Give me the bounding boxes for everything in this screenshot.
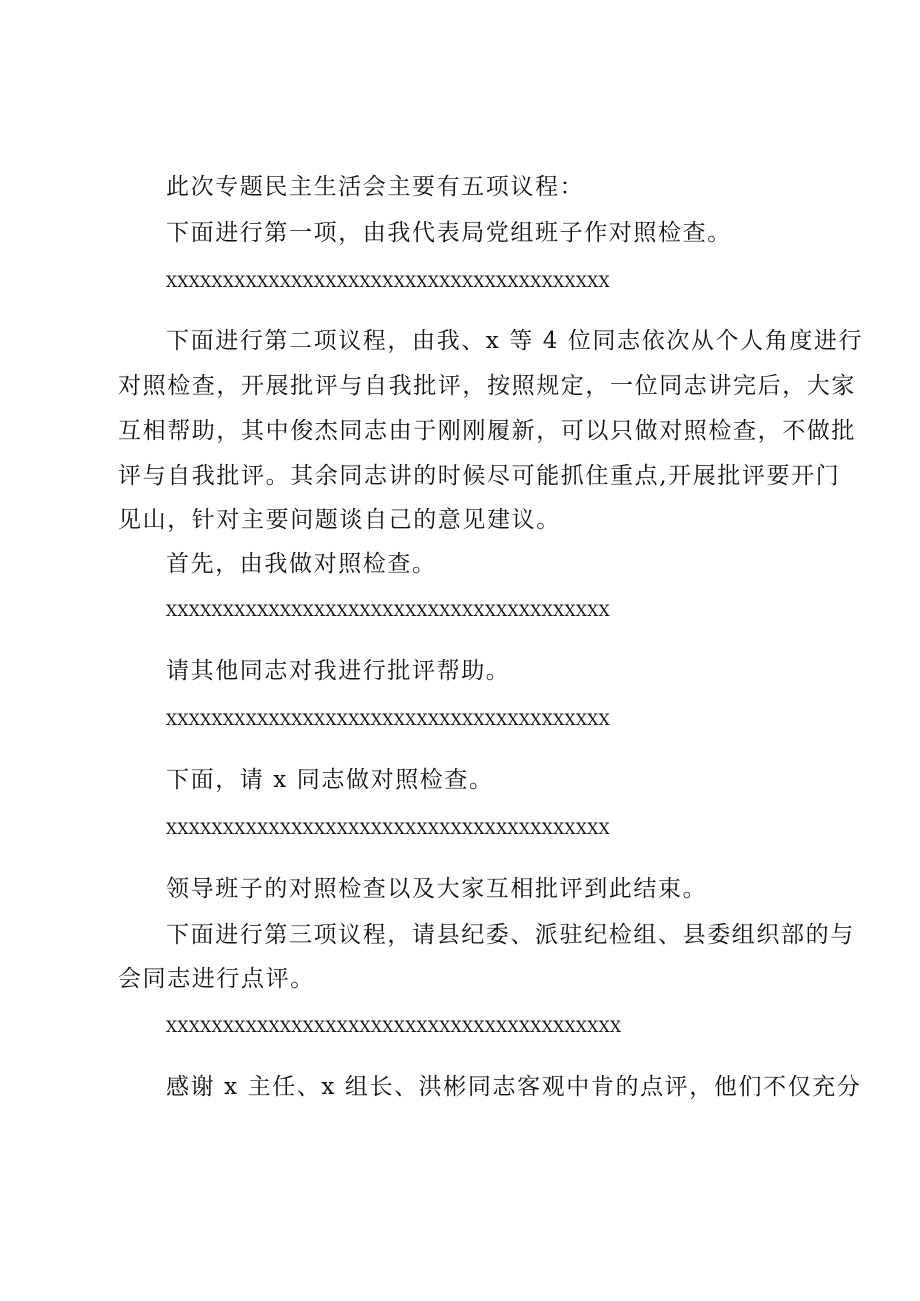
item-one-intro: 下面进行第一项，由我代表局党组班子作对照检查。 [166,220,732,246]
item-two-line-2: 对照检查，开展批评与自我批评，按照规定，一位同志讲完后，大家 [118,373,856,399]
thanks-line: 感谢 x 主任、x 组长、洪彬同志客观中肯的点评，他们不仅充分 [166,1074,862,1100]
item-two-line-5: 见山，针对主要问题谈自己的意见建议。 [118,507,561,533]
item-two-line-1: 下面进行第二项议程，由我、x 等 4 位同志依次从个人角度进行 [166,328,864,354]
placeholder-line-4: XXXXXXXXXXXXXXXXXXXXXXXXXXXXXXXXXXXXXXX [166,820,611,838]
item-two-line-4: 评与自我批评。其余同志讲的时候尽可能抓住重点,开展批评要开门 [118,463,841,489]
self-check-intro: 首先，由我做对照检查。 [166,551,437,577]
agenda-intro: 此次专题民主生活会主要有五项议程： [166,174,585,200]
placeholder-line-1: XXXXXXXXXXXXXXXXXXXXXXXXXXXXXXXXXXXXXXX [166,273,611,291]
placeholder-line-5: XXXXXXXXXXXXXXXXXXXXXXXXXXXXXXXXXXXXXXXX [166,1018,622,1036]
placeholder-line-2: XXXXXXXXXXXXXXXXXXXXXXXXXXXXXXXXXXXXXXX [166,602,611,620]
item-three-line-1: 下面进行第三项议程，请县纪委、派驻纪检组、县委组织部的与 [166,922,855,948]
item-three-line-2: 会同志进行点评。 [118,966,315,992]
item-two-line-3: 互相帮助，其中俊杰同志由于刚刚履新，可以只做对照检查，不做批 [118,418,856,444]
criticism-request: 请其他同志对我进行批评帮助。 [166,658,511,684]
placeholder-line-3: XXXXXXXXXXXXXXXXXXXXXXXXXXXXXXXXXXXXXXX [166,711,611,729]
next-person-intro: 下面，请 x 同志做对照检查。 [166,767,494,793]
review-end: 领导班子的对照检查以及大家互相批评到此结束。 [166,876,708,902]
